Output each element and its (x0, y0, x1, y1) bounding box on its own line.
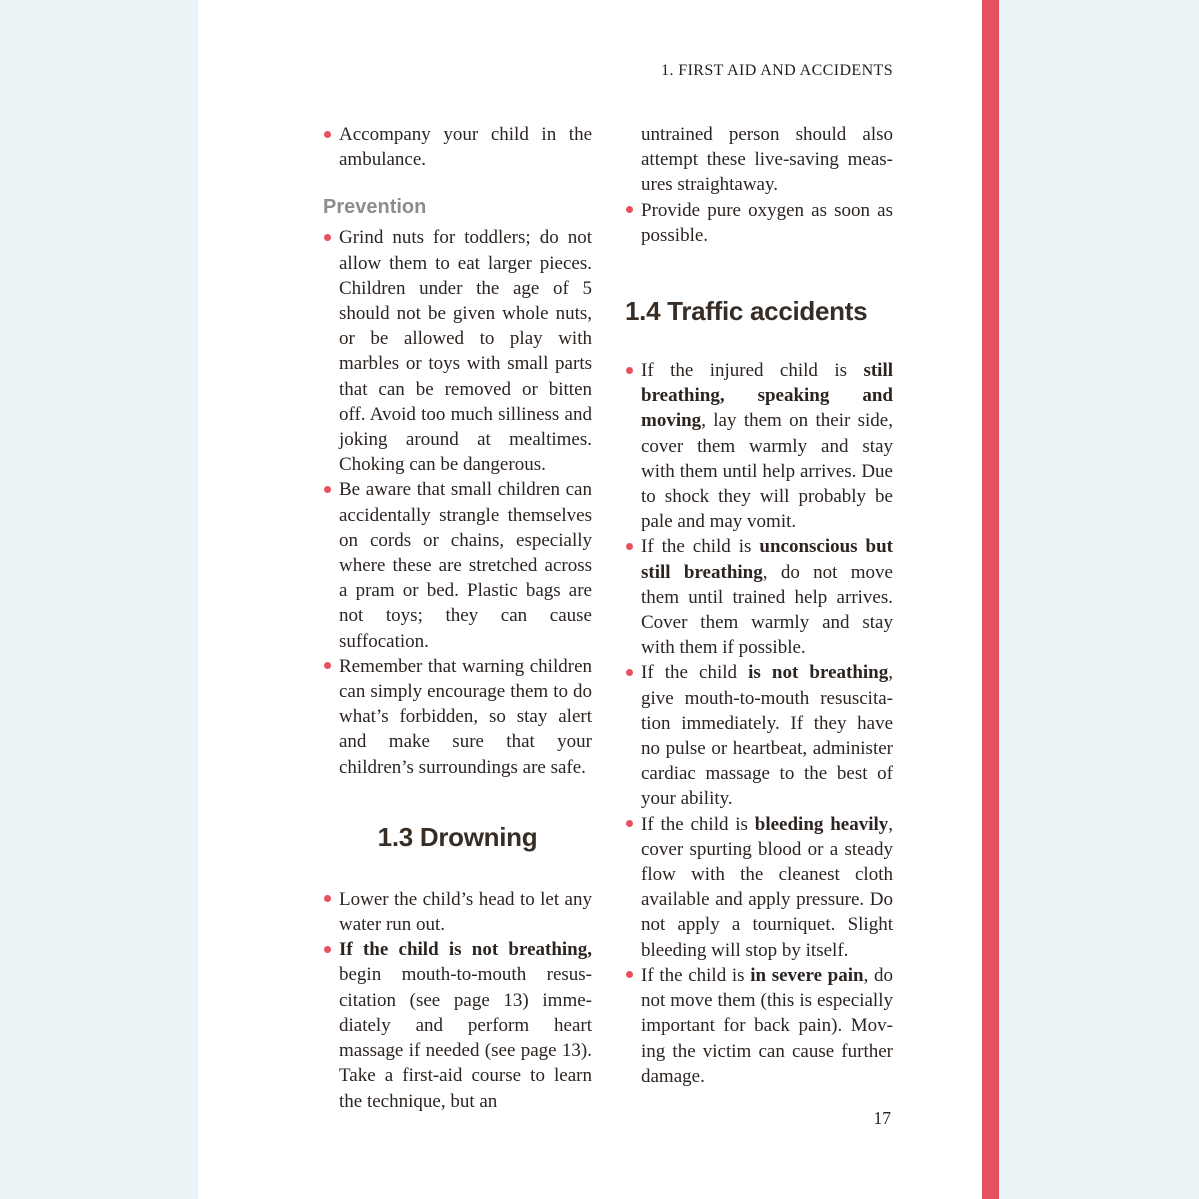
two-column-layout (323, 122, 893, 1114)
bullet-list (625, 358, 893, 1089)
bullet-list (625, 198, 893, 248)
bold-text-run: unconscious but still breathing (641, 536, 893, 583)
running-header: 1. FIRST AID AND ACCIDENTS (661, 62, 893, 79)
book-page (198, 0, 999, 1199)
page-content (323, 0, 893, 1199)
bullet-text (641, 358, 893, 534)
bullet-dot (324, 895, 331, 902)
bullet-dot (324, 486, 331, 493)
bold-text-run: in severe pain (750, 964, 864, 986)
section-heading: 1.3 Drowning (377, 821, 538, 852)
text-run: , cover spurting blood or a steady flow with the cleanest cloth available and apply pressure. Do not apply a tourniquet. Slight bleeding will stop by itself. (641, 813, 894, 961)
bullet-dot (626, 971, 633, 978)
subsection-heading: Prevention (323, 196, 427, 219)
bullet-dot (626, 543, 633, 550)
text-run: begin mouth-to-mouth resuscitation (see page 13) immediately and perform heart massage if needed (see page 13). Take a first-aid course to learn the technique, but an (339, 964, 592, 1112)
bullet-text (641, 198, 893, 248)
bullet-list (323, 225, 592, 779)
bullet-dot (626, 820, 633, 827)
bullet-item (323, 937, 592, 1113)
text-run: Grind nuts for toddlers; do not allow them to eat larger pieces. Children under the age of 5 should not be given whole nuts, or be allowed to play with marbles or toys with small parts that can be removed or bitten off. Avoid too much silliness and joking around at mealtimes. Choking can be dangerous. (339, 227, 592, 476)
section-heading: 1.4 Traffic accidents (625, 296, 868, 327)
text-run: , do not move them until trained help arrives. Cover them warmly and stay with them if possible. (641, 561, 893, 659)
bullet-item (323, 887, 592, 937)
text-run: Be aware that small children can accidentally strangle themselves on cords or chains, especially where these are stretched across a pram or bed. Plastic bags are not toys; they can cause suffocation. (339, 479, 592, 652)
bullet-item (625, 534, 893, 660)
bullet-dot (626, 669, 633, 676)
bold-text-run: If the child is not breathing, (339, 939, 592, 961)
bullet-text (339, 654, 592, 780)
bullet-text (339, 887, 592, 937)
text-run: If the injured child is (641, 360, 864, 382)
continuation-paragraph (625, 122, 893, 198)
bullet-dot (324, 234, 331, 241)
bullet-item (625, 963, 893, 1089)
red-edge-stripe (982, 0, 999, 1199)
bullet-text (339, 937, 592, 1113)
bullet-text (641, 812, 893, 963)
bullet-item (625, 358, 893, 534)
text-run: , give mouth-to-mouth resuscitation immediately. If they have no pulse or heartbeat, administer cardiac massage to the best of your ability. (641, 662, 893, 810)
bullet-list (323, 122, 592, 172)
text-run: Lower the child’s head to let any water run out. (339, 888, 592, 936)
bullet-dot (324, 946, 331, 953)
bullet-text (339, 122, 592, 172)
bullet-item (323, 122, 592, 172)
text-run: , do not move them (this is especially important for back pain). Moving the victim can cause further damage. (641, 964, 894, 1087)
text-run: If the child is (641, 813, 755, 835)
text-run: If the child (641, 662, 749, 684)
bullet-text (641, 963, 893, 1089)
bullet-text (339, 225, 592, 477)
text-run: If the child is (641, 536, 760, 558)
page-number: 17 (873, 1108, 891, 1128)
bold-text-run: bleeding heavily (754, 813, 889, 835)
bullet-dot (626, 367, 633, 374)
text-run: Remember that warning children can simply encourage them to do what’s forbidden, so stay alert and make sure that your children’s surroundings are safe. (339, 655, 592, 778)
bullet-item (323, 225, 592, 477)
column-left (323, 122, 592, 1114)
bullet-dot (626, 206, 633, 213)
text-run: Provide pure oxygen as soon as possible. (641, 199, 893, 246)
text-run: If the child is (641, 964, 751, 986)
text-run: Accompany your child in the ambulance. (339, 124, 592, 171)
bullet-item (625, 812, 893, 963)
bullet-item (323, 654, 592, 780)
bold-text-run: is not breathing (748, 662, 889, 684)
bullet-item (323, 477, 592, 653)
text-run: , lay them on their side, cover them warmly and stay with them until help arrives. Due to shock they will probably be pale and may vomit. (641, 410, 893, 533)
text-run: untrained person should also attempt these live-saving measures straightaway. (641, 124, 893, 196)
bullet-dot (324, 662, 331, 669)
bullet-item (625, 198, 893, 248)
bullet-dot (324, 131, 331, 138)
column-right (625, 122, 893, 1114)
bullet-list (323, 887, 592, 1114)
bold-text-run: still breathing, speaking and moving (641, 360, 893, 432)
bullet-text (641, 534, 893, 660)
bullet-item (625, 660, 893, 811)
bullet-text (641, 660, 893, 811)
bullet-text (339, 477, 592, 653)
